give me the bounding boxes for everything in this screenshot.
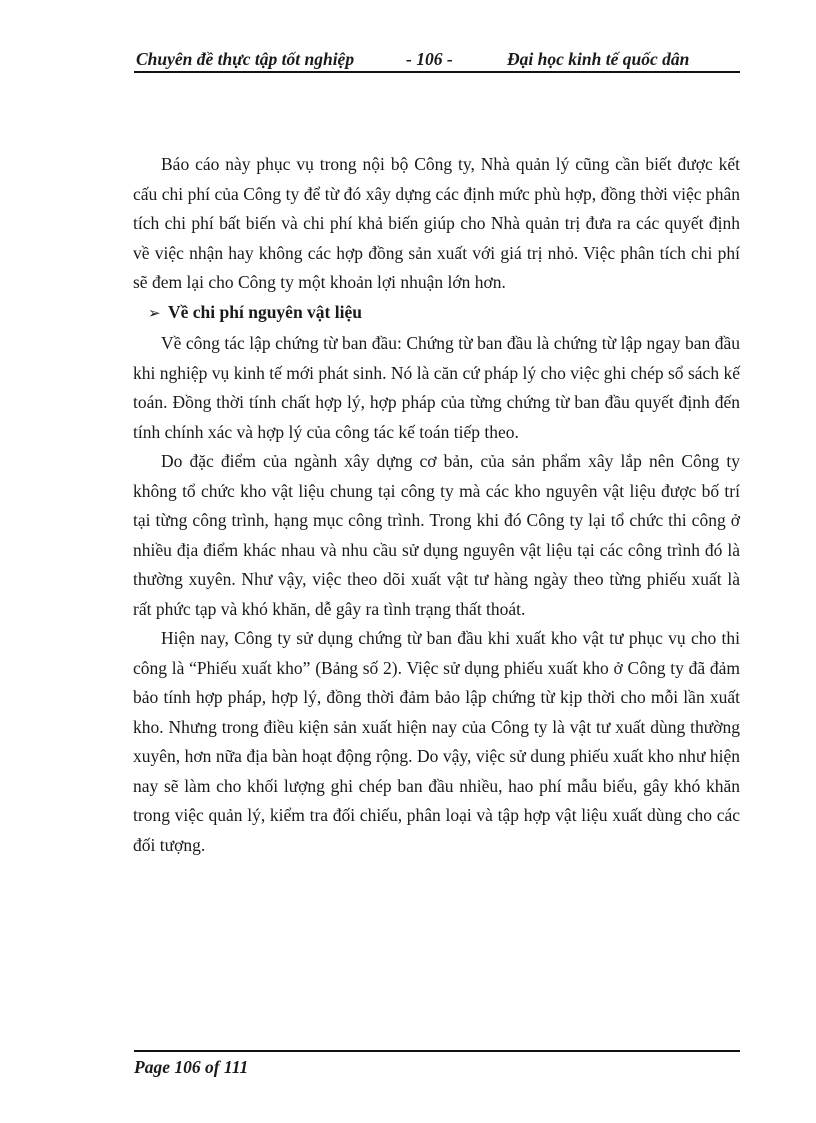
paragraph-initial-documents: Về công tác lập chứng từ ban đầu: Chứng từ ban đầu là chứng từ lập ngay ban đầu khi nghiệp vụ kinh tế mới phát sinh. Nó là căn cứ pháp lý cho việc ghi chép sổ sách kế toán. Đồng thời tính chất hợp lý, hợp pháp của từng chứng từ ban đầu quyết định đến tính chính xác và hợp lý của công tác kế toán tiếp theo. [133,333,740,442]
page-footer: Page 106 of 111 [134,1057,249,1077]
header-university-name: Đại học kinh tế quốc dân [507,49,690,69]
footer-divider [134,1050,740,1052]
paragraph-warehouse-organization: Do đặc điểm của ngành xây dựng cơ bản, của sản phẩm xây lắp nên Công ty không tổ chức kho vật liệu chung tại công ty mà các kho nguyên vật liệu được bố trí tại từng công trình, hạng mục công trình. Trong khi đó Công ty lại tổ chức thi công ở nhiều địa điểm khác nhau và nhu cầu sử dụng nguyên vật liệu tại các công trình đó là thường xuyên. Như vậy, việc theo dõi xuất vật tư hàng ngày theo từng phiếu xuất là rất phức tạp và khó khăn, dễ gây ra tình trạng thất thoát. [133,451,740,619]
page-header [134,49,740,73]
paragraph-issue-slip: Hiện nay, Công ty sử dụng chứng từ ban đầu khi xuất kho vật tư phục vụ cho thi công là “Phiếu xuất kho” (Bảng số 2). Việc sử dụng phiếu xuất kho ở Công ty đã đảm bảo tính hợp pháp, hợp lý, đồng thời đảm bảo lập chứng từ kịp thời cho mỗi lần xuất kho. Nhưng trong điều kiện sản xuất hiện nay của Công ty là vật tư xuất dùng thường xuyên, hơn nữa địa bàn hoạt động rộng. Do vậy, việc sử dung phiếu xuất kho như hiện nay sẽ làm cho khối lượng ghi chép ban đầu nhiều, hao phí mẫu biểu, gây khó khăn trong việc quản lý, kiểm tra đối chiếu, phân loại và tập hợp vật liệu xuất dùng cho các đối tượng. [133,628,740,855]
page-body [133,150,740,860]
header-document-title: Chuyên đề thực tập tốt nghiệp [136,49,355,69]
arrow-bullet-icon: ➢ [148,305,161,322]
paragraph-report-purpose: Báo cáo này phục vụ trong nội bộ Công ty, Nhà quản lý cũng cần biết được kết cấu chi phí của Công ty để từ đó xây dựng các định mức phù hợp, đồng thời việc phân tích chi phí bất biến và chi phí khả biến giúp cho Nhà quản trị đưa ra các quyết định về việc nhận hay không các hợp đồng sản xuất với giá trị nhỏ. Việc phân tích chi phí sẽ đem lại cho Công ty một khoản lợi nhuận lớn hơn. [133,154,740,292]
section-heading [133,298,740,330]
section-heading-text: Về chi phí nguyên vật liệu [168,301,362,322]
header-page-number: - 106 - [406,49,453,69]
